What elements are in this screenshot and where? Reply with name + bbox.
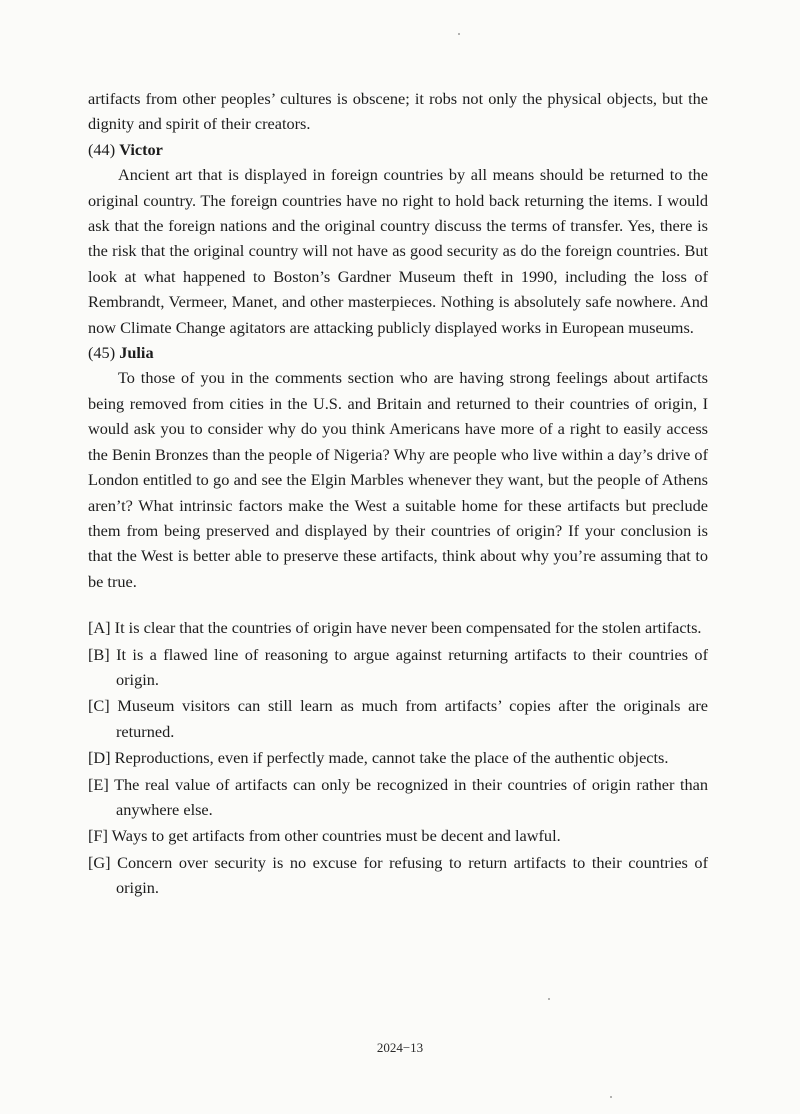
commenter-name: Victor: [119, 139, 163, 159]
option-e: [E] The real value of artifacts can only be recognized in their countries of origin rather than anywhere else.: [88, 774, 708, 819]
comment-text-victor: Ancient art that is displayed in foreign countries by all means should be returned to the original country. The foreign countries have no right to hold back returning the items. I would ask that the foreign nations and the original country discuss the terms of transfer. Yes, there is the risk that the original country will not have as good security as do the foreign countries. But look at what happened to Boston’s Gardner Museum theft in 1990, including the loss of Rembrandt, Vermeer, Manet, and other masterpieces. Nothing is absolutely safe nowhere. And now Climate Change agitators are attacking publicly displayed works in European museums.: [88, 165, 708, 337]
option-a: [A] It is clear that the countries of origin have never been compensated for the stolen artifacts.: [88, 618, 702, 638]
page-content: [88, 86, 708, 902]
comment-heading-julia: [88, 340, 708, 365]
scan-speck: [458, 33, 460, 35]
commenter-name: Julia: [119, 343, 154, 363]
scan-speck: [548, 998, 550, 1000]
page-number: 2024−13: [376, 1040, 424, 1055]
option-d: [D] Reproductions, even if perfectly made, cannot take the place of the authentic objects.: [88, 748, 669, 768]
comment-number: (44): [88, 139, 116, 159]
scan-speck: [610, 1096, 612, 1098]
comment-number: (45): [88, 343, 116, 363]
option-g: [G] Concern over security is no excuse for refusing to return artifacts to their countries of origin.: [88, 852, 708, 898]
comment-heading-victor: [88, 137, 708, 162]
option-c: [C] Museum visitors can still learn as much from artifacts’ copies after the originals are returned.: [88, 696, 708, 741]
answer-options: [88, 615, 708, 900]
comment-text-julia: To those of you in the comments section who are having strong feelings about artifacts being removed from cities in the U.S. and Britain and returned to their countries of origin, I would ask you to consider why do you think Americans have more of a right to easily access the Benin Bronzes than the people of Nigeria? Why are people who live within a day’s drive of London entitled to go and see the Elgin Marbles whenever they want, but the people of Athens aren’t? What intrinsic factors make the West a suitable home for these artifacts but preclude them from being preserved and displayed by their countries of origin? If your conclusion is that the West is better able to preserve these artifacts, think about why you’re assuming that to be true.: [88, 368, 708, 591]
intro-fragment: artifacts from other peoples’ cultures is obscene; it robs not only the physical objects, but the dignity and spirit of their creators.: [88, 89, 708, 134]
option-f: [F] Ways to get artifacts from other countries must be decent and lawful.: [88, 826, 561, 846]
option-b: [B] It is a flawed line of reasoning to argue against returning artifacts to their countries of origin.: [88, 644, 708, 689]
